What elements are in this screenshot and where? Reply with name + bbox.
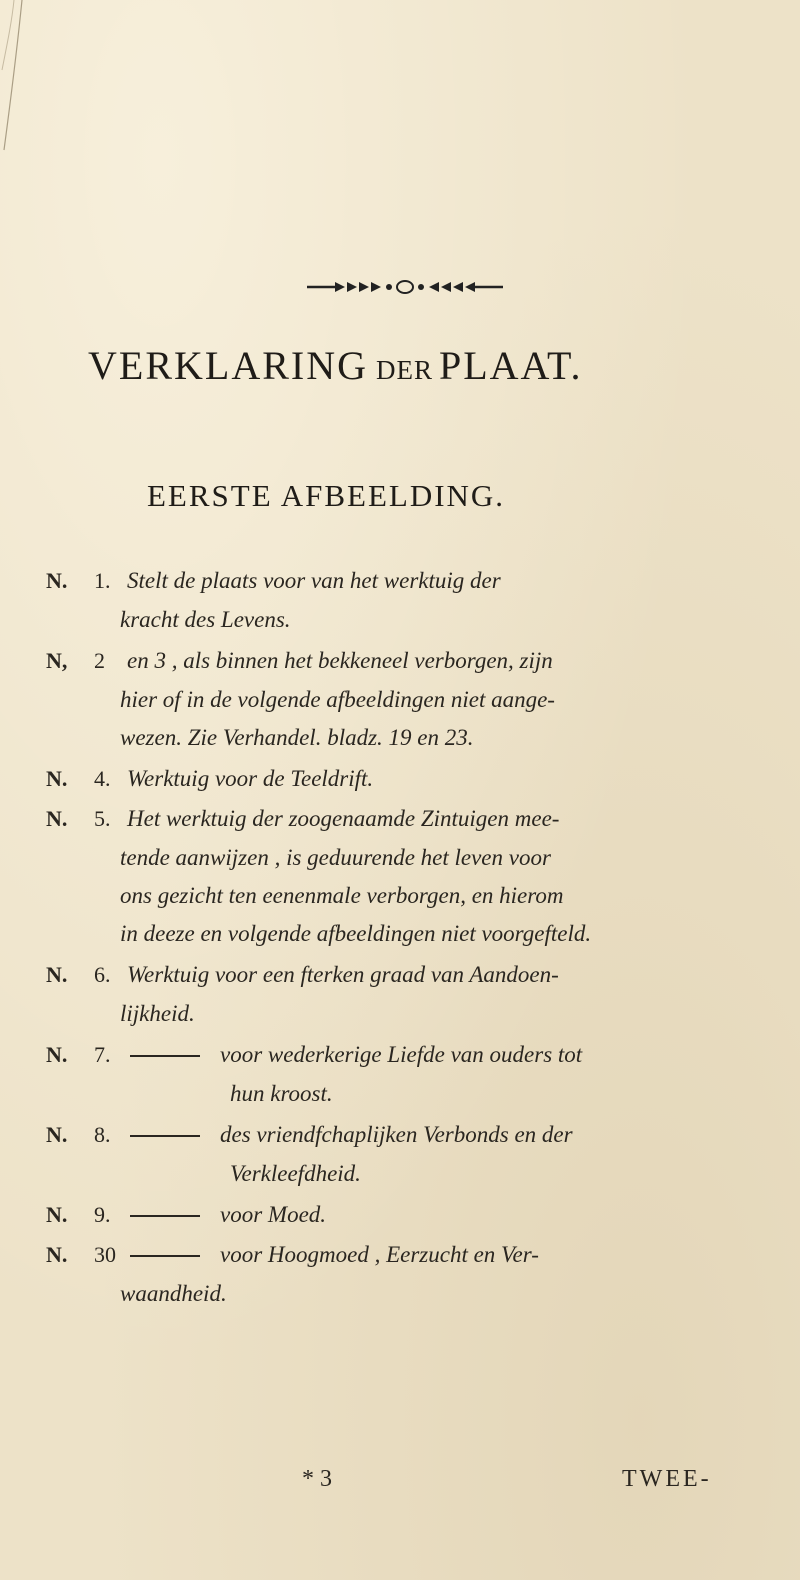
- entry-text-line: en 3 , als binnen het bekkeneel verborgen, zijn: [127, 648, 553, 673]
- entry-text-line: hun kroost.: [230, 1081, 333, 1106]
- entry-6: [46, 956, 786, 1033]
- ditto-dash: [130, 1255, 200, 1257]
- entry-text-line: lijkheid.: [120, 1001, 195, 1026]
- entry-text-line: wezen. Zie Verhandel. bladz. 19 en 23.: [120, 725, 474, 750]
- entry-text-line: Stelt de plaats voor van het werktuig der: [127, 568, 501, 593]
- entry-text-line: voor Hoogmoed , Eerzucht en Ver-: [220, 1242, 539, 1267]
- entry-7: [46, 1036, 786, 1113]
- entry-text-line: voor wederkerige Liefde van ouders tot: [220, 1042, 583, 1067]
- entry-label: N.: [46, 962, 68, 987]
- entry-2-3: [46, 642, 786, 757]
- entry-text-line: waandheid.: [120, 1281, 227, 1306]
- title-end: PLAAT.: [438, 343, 583, 388]
- entry-label: N.: [46, 568, 68, 593]
- entry-1: [46, 562, 786, 639]
- entry-index: 9.: [94, 1202, 111, 1227]
- entry-index: 7.: [94, 1042, 111, 1067]
- entry-text-line: Werktuig voor een fterken graad van Aandoen-: [127, 962, 559, 987]
- entry-label: N,: [46, 648, 68, 673]
- entry-index: 4.: [94, 766, 111, 791]
- catchword: TWEE-: [622, 1466, 712, 1492]
- entry-index: 6.: [94, 962, 111, 987]
- signature-mark: * 3: [302, 1466, 332, 1492]
- decorative-rule: [305, 279, 505, 295]
- entry-index: 2: [94, 648, 105, 673]
- title-der: DER: [375, 355, 433, 385]
- entry-text-line: Verkleefdheid.: [230, 1161, 361, 1186]
- entry-text-line: Werktuig voor de Teeldrift.: [127, 766, 374, 791]
- ditto-dash: [130, 1215, 200, 1217]
- entry-index: 1.: [94, 568, 111, 593]
- entry-9: [46, 1196, 786, 1235]
- entry-label: N.: [46, 766, 68, 791]
- entry-text-line: ons gezicht ten eenenmale verborgen, en hierom: [120, 883, 564, 908]
- entry-label: N.: [46, 1202, 68, 1227]
- entry-label: N.: [46, 806, 68, 831]
- entry-text-line: Het werktuig der zoogenaamde Zintuigen mee-: [127, 806, 560, 831]
- entry-index: 5.: [94, 806, 111, 831]
- entry-text-line: voor Moed.: [220, 1202, 327, 1227]
- entry-8: [46, 1116, 786, 1193]
- title-main: VERKLARING: [88, 343, 368, 388]
- entry-4: [46, 760, 786, 799]
- entry-label: N.: [46, 1122, 68, 1147]
- entry-label: N.: [46, 1042, 68, 1067]
- page-edge-crease: [0, 0, 60, 160]
- ditto-dash: [130, 1055, 200, 1057]
- page-title: [88, 342, 788, 389]
- entry-text-line: kracht des Levens.: [120, 607, 291, 632]
- entry-5: [46, 800, 786, 953]
- entry-label: N.: [46, 1242, 68, 1267]
- entry-text-line: hier of in de volgende afbeeldingen niet aange-: [120, 687, 555, 712]
- entry-index: 30: [94, 1242, 116, 1267]
- entry-text-line: des vriendfchaplijken Verbonds en der: [220, 1122, 573, 1147]
- section-subtitle: EERSTE AFBEELDING.: [147, 478, 506, 513]
- entry-text-line: tende aanwijzen , is geduurende het leven voor: [120, 845, 551, 870]
- entry-30: [46, 1236, 786, 1313]
- ditto-dash: [130, 1135, 200, 1137]
- entry-text-line: in deeze en volgende afbeeldingen niet voorgefteld.: [120, 921, 592, 946]
- entry-index: 8.: [94, 1122, 111, 1147]
